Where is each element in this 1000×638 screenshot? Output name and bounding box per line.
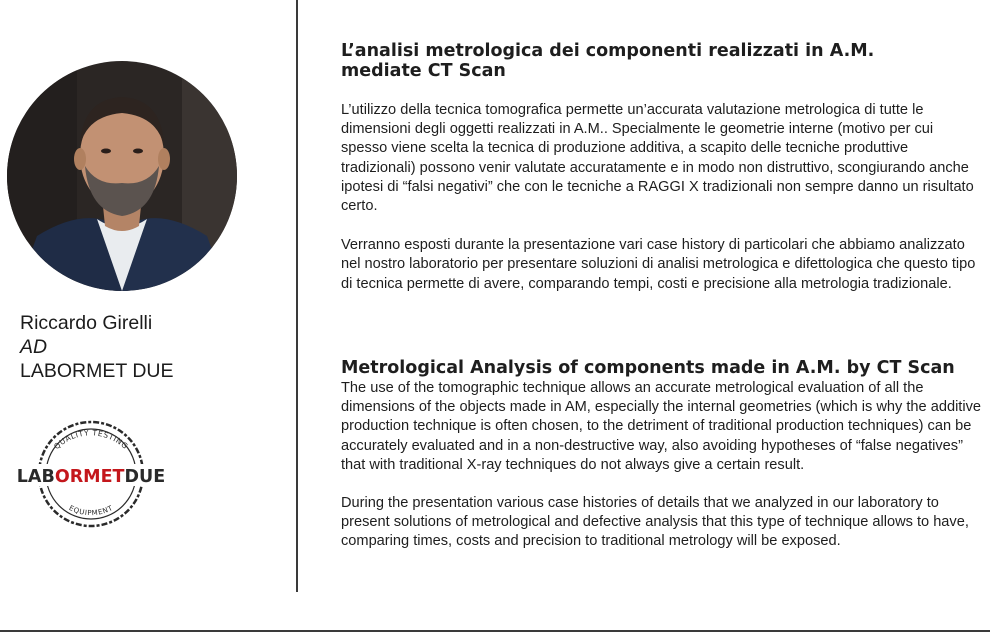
bottom-rule	[0, 630, 990, 632]
svg-text:QUALITY TESTING: QUALITY TESTING	[52, 428, 130, 452]
vertical-divider	[296, 0, 298, 592]
italian-title-line1: L’analisi metrologica dei componenti realizzati in A.M.	[341, 41, 875, 61]
italian-title	[341, 41, 981, 81]
english-title: Metrological Analysis of components made in A.M. by CT Scan	[341, 358, 955, 378]
speaker-company: LABORMET DUE	[20, 360, 174, 382]
italian-paragraph-2: Verranno esposti durante la presentazione vari case history di particolari che abbiamo analizzato nel nostro laboratorio per presentare soluzioni di analisi metrologica e difettologica che questo tipo di tecnica permette di avere, comparando tempi, costi e precisione alla metrologia tradizionale.	[341, 237, 976, 292]
svg-text:EQUIPMENT: EQUIPMENT	[67, 503, 115, 518]
english-paragraph-2: During the presentation various case histories of details that we analyzed in our laboratory to present solutions of metrological and defective analysis that this type of technique allows to have, comparing times, costs and precision to traditional metrology will be exposed.	[341, 495, 969, 550]
speaker-portrait	[7, 61, 237, 291]
speaker-info	[20, 311, 174, 383]
labormet-due-logo	[16, 410, 166, 532]
english-paragraph-1: The use of the tomographic technique allows an accurate metrological evaluation of all the dimensions of the objects made in AM, especially the internal geometries (which is why the additive production technique is often chosen, to the detriment of traditional production techniques) can be accurately evaluated and in a non-destructive way, also avoiding hypotheses of “false negatives” that with traditional X-ray techniques do not always give a certain result.	[341, 380, 982, 473]
english-abstract	[341, 358, 981, 552]
speaker-name: Riccardo Girelli	[20, 312, 153, 334]
speaker-photo	[7, 61, 237, 291]
italian-title-line2: mediate CT Scan	[341, 61, 506, 81]
italian-abstract	[341, 41, 981, 294]
italian-paragraph-1: L’utilizzo della tecnica tomografica permette un’accurata valutazione metrologica di tutte le dimensioni degli oggetti realizzati in A.M.. Specialmente le geometrie interne (motivo per cui spesso viene scelta la tecnica di produzione additiva, a scapito delle tecniche produttive tradizionali) possono venir valutate accuratamente e in modo non distruttivo, scongiurando anche ipotesi di “falsi negativi” che con le tecniche a RAGGI X tradizionali non sempre danno un risultato certo.	[341, 102, 974, 215]
svg-text:LABORMETDUE: LABORMETDUE	[16, 467, 166, 487]
speaker-role: AD	[20, 336, 48, 358]
